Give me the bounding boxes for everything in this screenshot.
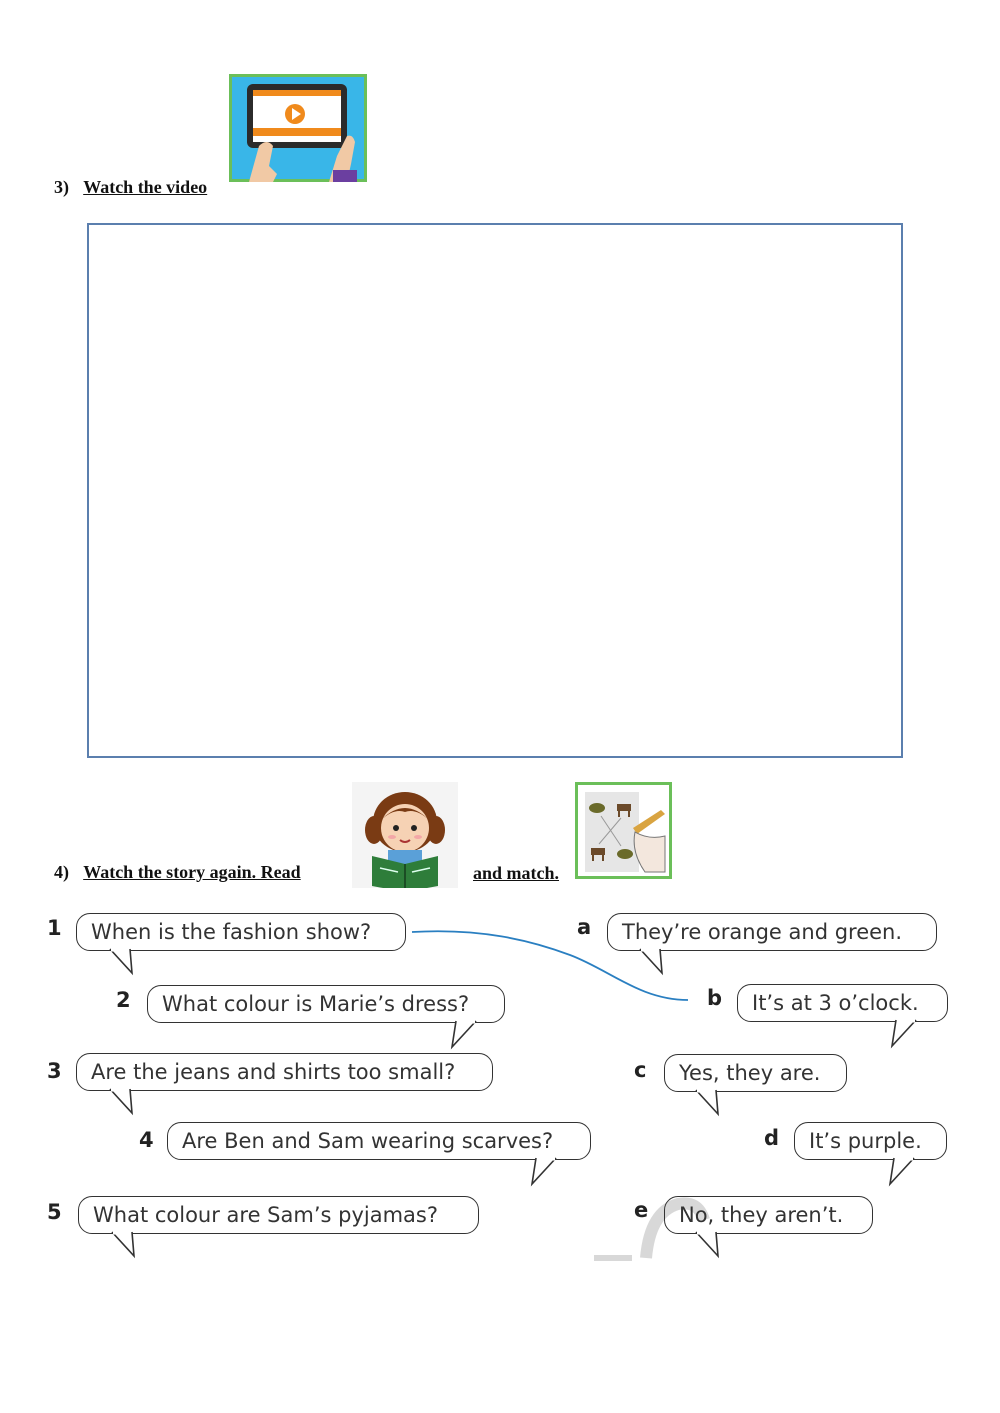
answer-d-text: It’s purple.: [809, 1129, 922, 1153]
answer-d-letter: d: [764, 1126, 780, 1150]
answer-b-bubble[interactable]: [737, 984, 948, 1022]
question-2-tail: [446, 1021, 480, 1049]
answer-c-text: Yes, they are.: [679, 1061, 821, 1085]
section-3-number: 3): [54, 177, 69, 197]
question-5-bubble[interactable]: [78, 1196, 479, 1234]
question-3-text: Are the jeans and shirts too small?: [91, 1060, 456, 1084]
answer-c-tail: [694, 1090, 726, 1116]
section-4-title-match: and match.: [473, 863, 560, 883]
section-4-number: 4): [54, 862, 69, 882]
answer-c-letter: c: [634, 1058, 647, 1082]
question-2-bubble[interactable]: [147, 985, 505, 1023]
answer-e-bubble[interactable]: [664, 1196, 873, 1234]
question-1-tail: [108, 949, 140, 975]
question-3-tail: [108, 1089, 140, 1115]
question-5-tail: [110, 1232, 142, 1258]
question-4-number: 4: [139, 1128, 154, 1152]
answer-b-text: It’s at 3 o’clock.: [752, 991, 919, 1015]
question-3-bubble[interactable]: [76, 1053, 493, 1091]
question-4-tail: [526, 1158, 560, 1186]
section-3-title: Watch the video: [83, 177, 208, 197]
answer-b-tail: [886, 1020, 920, 1048]
section-4-title-read: Watch the story again. Read: [83, 862, 301, 882]
answer-e-letter: e: [634, 1198, 649, 1222]
question-2-number: 2: [116, 988, 131, 1012]
answer-d-bubble[interactable]: [794, 1122, 947, 1160]
question-1-number: 1: [47, 916, 62, 940]
answer-b-letter: b: [707, 986, 723, 1010]
answer-d-tail: [884, 1158, 918, 1186]
question-3-number: 3: [47, 1059, 62, 1083]
question-4-bubble[interactable]: [167, 1122, 591, 1160]
question-1-bubble[interactable]: [76, 913, 406, 951]
answer-a-tail: [638, 949, 670, 975]
question-1-text: When is the fashion show?: [91, 920, 372, 944]
answer-e-text: No, they aren’t.: [679, 1203, 844, 1227]
answer-a-letter: a: [577, 915, 592, 939]
question-4-text: Are Ben and Sam wearing scarves?: [182, 1129, 554, 1153]
answer-a-bubble[interactable]: [607, 913, 937, 951]
question-5-number: 5: [47, 1200, 62, 1224]
question-5-text: What colour are Sam’s pyjamas?: [93, 1203, 439, 1227]
answer-a-text: They’re orange and green.: [622, 920, 903, 944]
answer-e-tail: [694, 1232, 726, 1258]
question-2-text: What colour is Marie’s dress?: [162, 992, 470, 1016]
answer-c-bubble[interactable]: [664, 1054, 847, 1092]
